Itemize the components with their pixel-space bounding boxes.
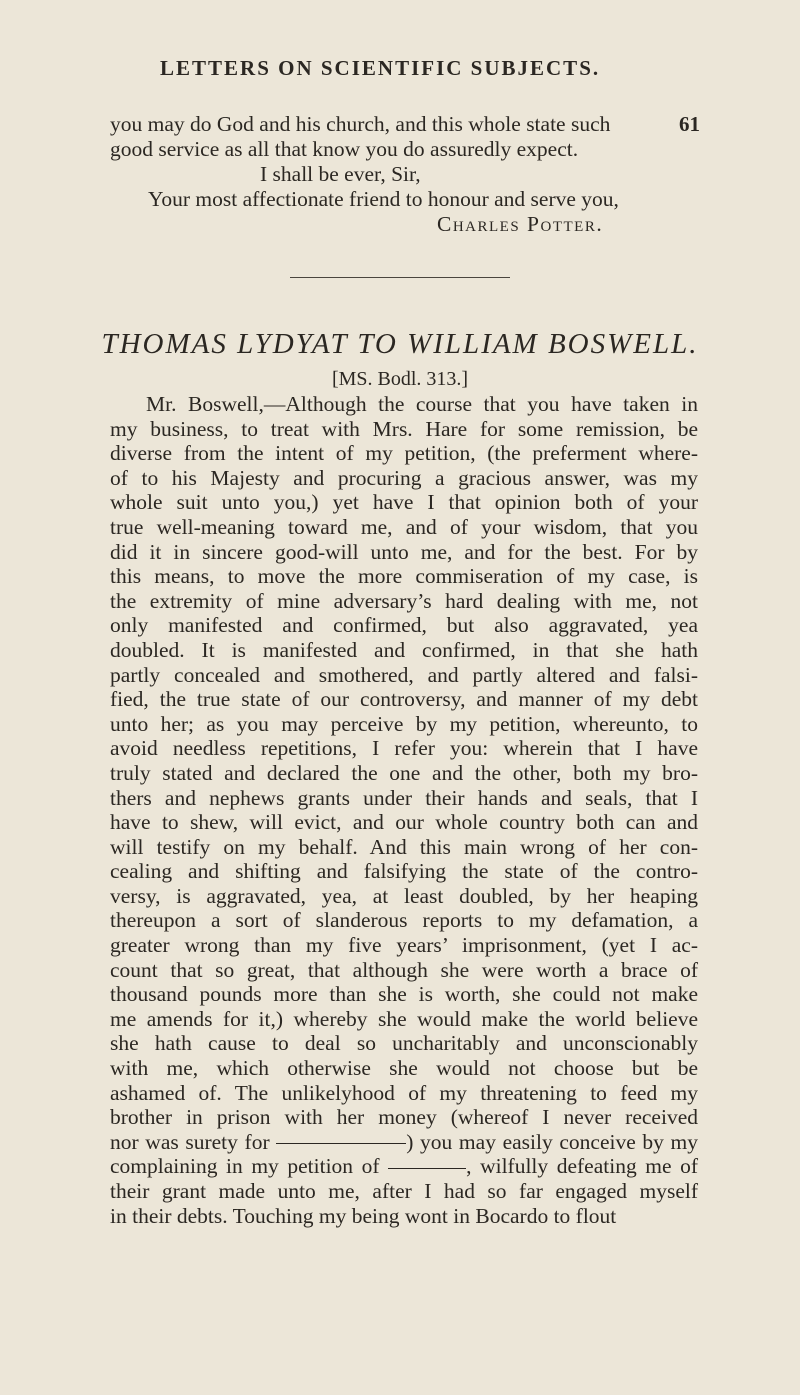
text-fragment: , wilfully defeating me of <box>466 1154 699 1179</box>
text-line: she hath cause to deal so uncharitably and unconscionably <box>110 1031 698 1056</box>
manuscript-source: [MS. Bodl. 313.] <box>331 368 469 390</box>
text-line: greater wrong than my five years’ imprisonment, (yet I ac- <box>110 933 698 958</box>
text-line: avoid needless repetitions, I refer you: wherein that I have <box>110 736 698 761</box>
text-line: only manifested and confirmed, but also aggravated, yea <box>110 613 698 638</box>
omitted-name-rule <box>276 1143 406 1144</box>
text-line: thousand pounds more than she is worth, she could not make <box>110 982 698 1007</box>
text-line: brother in prison with her money (whereof I never received <box>110 1105 698 1130</box>
text-line: partly concealed and smothered, and partly altered and falsi- <box>110 662 698 687</box>
text-line: cealing and shifting and falsifying the state of the contro- <box>110 859 698 884</box>
text-line <box>110 1154 698 1179</box>
running-head-title: LETTERS ON SCIENTIFIC SUBJECTS. <box>160 56 601 80</box>
text-line: thereupon a sort of slanderous reports to my defamation, a <box>110 908 698 933</box>
text-line: the extremity of mine adversary’s hard dealing with me, not <box>110 588 698 613</box>
text-line: in their debts. Touching my being wont in Bocardo to flout <box>110 1203 617 1228</box>
text-line: doubled. It is manifested and confirmed, in that she hath <box>110 637 698 662</box>
text-line: thers and nephews grants under their hands and seals, that I <box>110 785 698 810</box>
text-fragment: ) you may easily conceive by my <box>406 1129 698 1154</box>
text-fragment: nor was surety for <box>110 1129 270 1154</box>
text-line: whole suit unto you,) yet have I that opinion both of your <box>110 490 698 515</box>
valediction-line: Your most affectionate friend to honour and serve you, <box>148 187 619 211</box>
valediction-line: I shall be ever, Sir, <box>260 162 421 186</box>
text-line: fied, the true state of our controversy, and manner of my debt <box>110 687 698 712</box>
previous-letter-closing <box>110 112 710 237</box>
text-line: count that so great, that although she were worth a brace of <box>110 957 698 982</box>
omitted-name-rule <box>388 1168 466 1169</box>
text-line: true well-meaning toward me, and of your wisdom, that you <box>110 514 698 539</box>
letter-heading: THOMAS LYDYAT TO WILLIAM BOSWELL. <box>101 328 699 360</box>
text-line: my business, to treat with Mrs. Hare for some remission, be <box>110 416 698 441</box>
text-line <box>110 1130 698 1155</box>
page-number: 61 <box>679 112 700 136</box>
text-line: will testify on my behalf. And this main wrong of her con- <box>110 834 698 859</box>
text-line: their grant made unto me, after I had so far engaged myself <box>110 1179 698 1203</box>
text-line: this means, to move the more commiseration of my case, is <box>110 564 698 589</box>
section-divider <box>290 277 510 278</box>
text-line: Mr. Boswell,—Although the course that you have taken in <box>146 392 698 416</box>
text-fragment: complaining in my petition of <box>110 1154 380 1179</box>
signature: Charles Potter. <box>437 212 604 236</box>
text-line: of to his Majesty and procuring a gracious answer, was my <box>110 465 698 490</box>
text-line: good service as all that know you do assuredly expect. <box>110 137 579 161</box>
letter-body <box>110 392 698 1228</box>
text-line: versy, is aggravated, yea, at least doubled, by her heaping <box>110 883 698 908</box>
text-line: unto her; as you may perceive by my petition, whereunto, to <box>110 711 698 736</box>
text-line: truly stated and declared the one and the other, both my bro- <box>110 760 698 785</box>
text-line: me amends for it,) whereby she would make the world believe <box>110 1006 698 1031</box>
text-line: you may do God and his church, and this whole state such <box>110 112 611 136</box>
text-line: have to shew, will evict, and our whole country both can and <box>110 810 698 835</box>
text-line: diverse from the intent of my petition, (the preferment where- <box>110 441 698 466</box>
text-line: with me, which otherwise she would not choose but be <box>110 1056 698 1081</box>
text-line: ashamed of. The unlikelyhood of my threatening to feed my <box>110 1080 698 1105</box>
text-line: did it in sincere good-will unto me, and for the best. For by <box>110 539 698 564</box>
